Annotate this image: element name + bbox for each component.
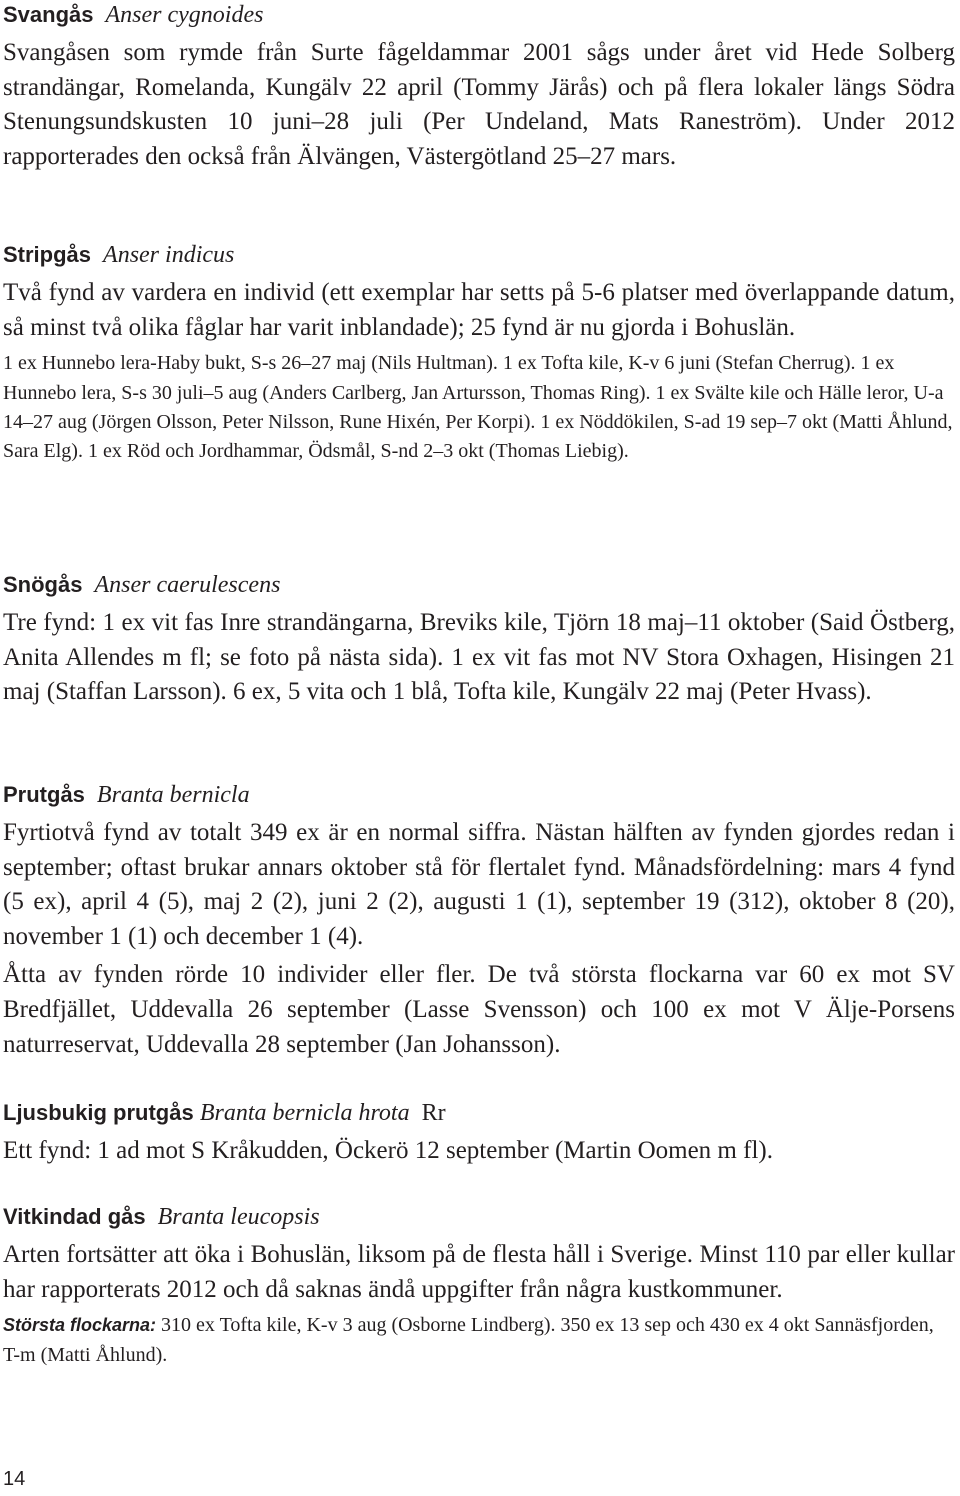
species-text: Åtta av fynden rörde 10 individer eller fler. De två största flockarna var 60 ex mot SV Bredfjället, Uddevalla 26 september (Lasse Svensson) och 100 ex mot V Älje-Porsens naturreservat, Uddevalla 28 september (Jan Johansson).	[3, 961, 955, 1058]
species-records: 1 ex Hunnebo lera-Haby bukt, S-s 26–27 maj (Nils Hultman). 1 ex Tofta kile, K-v 6 juni (Stefan Cherrug). 1 ex Hunnebo lera, S-s 30 juli–5 aug (Anders Carlberg, Jan Artursson, Thomas Ring). 1 ex Svälte kile och Hälle leror, U-a 14–27 aug (Jörgen Olsson, Peter Nilsson, Rune Hixén, Per Korpi). 1 ex Nöddökilen, S-ad 19 sep–7 okt (Matti Åhlund, Sara Elg). 1 ex Röd och Jordhammar, Ödsmål, S-nd 2–3 okt (Thomas Liebig).	[3, 352, 953, 463]
species-name: Svangås	[3, 2, 94, 27]
species-latin-name: Anser indicus	[103, 242, 235, 268]
species-name: Snögås	[3, 572, 83, 597]
species-text: Tre fynd: 1 ex vit fas Inre strandängarna, Breviks kile, Tjörn 18 maj–11 oktober (Said Östberg, Anita Allendes m fl; se foto på nästa sida). 1 ex vit fas mot NV Stora Oxhagen, Hisingen 21 maj (Staffan Larsson). 6 ex, 5 vita och 1 blå, Tofta kile, Kungälv 22 maj (Peter Hvass).	[3, 609, 955, 706]
species-name: Prutgås	[3, 782, 85, 807]
species-text: Fyrtiotvå fynd av totalt 349 ex är en normal siffra. Nästan hälften av fynden gjordes redan i september; oftast brukar annars oktober stå för flertalet fynd. Månadsfördelning: mars 4 fynd (5 ex), april 4 (5), maj 2 (2), juni 2 (2), augusti 1 (1), september 19 (312), oktober 8 (20), november 1 (1) och december 1 (4).	[3, 819, 955, 950]
species-text: Arten fortsätter att öka i Bohuslän, liksom på de flesta håll i Sverige. Minst 110 par eller kullar har rapporterats 2012 och då saknas ändå uppgifter från några kustkommuner.	[3, 1241, 955, 1303]
records-text: 310 ex Tofta kile, K-v 3 aug (Osborne Lindberg). 350 ex 13 sep och 430 ex 4 okt Sannäsfjorden, T-m (Matti Åhlund).	[3, 1314, 934, 1366]
species-entry-stripgas	[3, 240, 955, 467]
species-text: Två fynd av vardera en individ (ett exemplar har setts på 5-6 platser med överlappande datum, så minst två olika fåglar har varit inblandade); 25 fynd är nu gjorda i Bohuslän.	[3, 279, 955, 341]
species-records	[3, 1311, 955, 1370]
rarity-status: Rr	[421, 1100, 446, 1126]
species-entry-svangas	[3, 0, 955, 178]
species-heading	[3, 1202, 955, 1232]
page-number: 14	[3, 1468, 26, 1490]
species-entry-snogas	[3, 570, 955, 714]
species-heading	[3, 1098, 955, 1128]
species-text: Ett fynd: 1 ad mot S Kråkudden, Öckerö 12 september (Martin Oomen m fl).	[3, 1137, 773, 1164]
species-latin-name: Branta bernicla	[96, 782, 250, 808]
species-text: Svangåsen som rymde från Surte fågeldammar 2001 sågs under året vid Hede Solberg strandängar, Romelanda, Kungälv 22 april (Tommy Järås) och på flera lokaler längs Södra Stenungsundskusten 10 juni–28 juli (Per Undeland, Mats Raneström). Under 2012 rapporterades den också från Älvängen, Västergötland 25–27 mars.	[3, 39, 955, 170]
species-name: Vitkindad gås	[3, 1204, 146, 1229]
species-entry-vitkindad-gas	[3, 1202, 955, 1370]
species-entry-prutgas	[3, 780, 955, 1066]
species-name: Stripgås	[3, 242, 92, 267]
species-heading	[3, 780, 955, 810]
species-heading	[3, 0, 955, 30]
species-latin-name: Anser caerulescens	[94, 572, 281, 598]
species-heading	[3, 240, 955, 270]
species-heading	[3, 570, 955, 600]
species-latin-name: Branta bernicla hrota	[199, 1100, 410, 1126]
records-lead: Största flockarna:	[3, 1315, 157, 1336]
species-name: Ljusbukig prutgås	[3, 1100, 194, 1125]
species-latin-name: Anser cygnoides	[105, 2, 264, 28]
species-entry-ljusbukig-prutgas	[3, 1098, 955, 1173]
species-latin-name: Branta leucopsis	[157, 1204, 320, 1230]
